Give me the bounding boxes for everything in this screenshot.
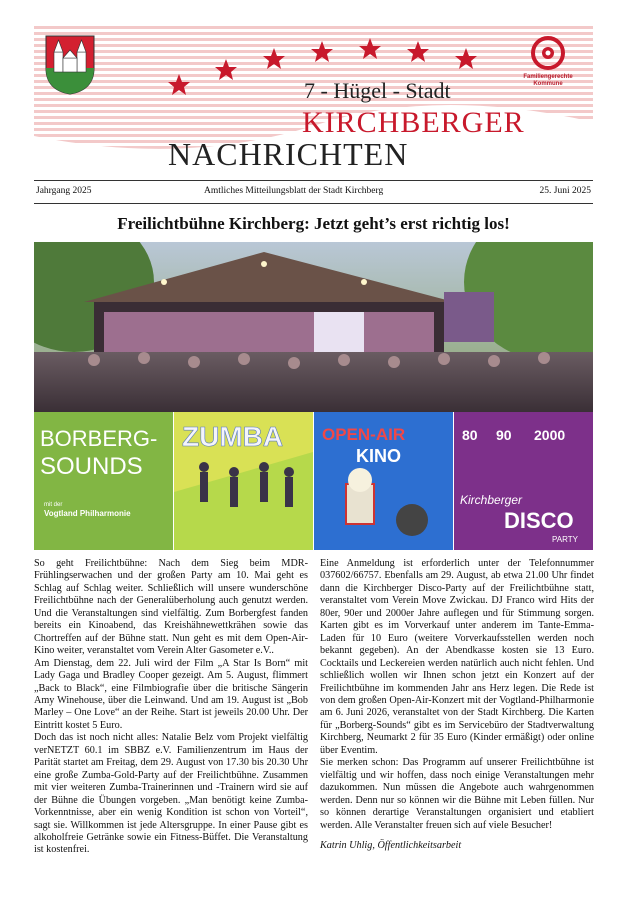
tile-kino-line1: OPEN-AIR (322, 425, 406, 444)
family-logo-icon (530, 36, 566, 70)
tile-kino-line2: KINO (356, 446, 401, 466)
article-column-2 (320, 558, 594, 852)
paragraph: Sie merken schon: Das Programm auf unserer Freilichtbühne ist vielfältig und wir hoffen, dass noch einige Veranstaltungen mehr dazukommen. Nun müssen die Angebote auch wahrgenommen werden. Denn nur so können wir die Bühne mit Leben füllen. Nur so können derartige Veranstaltungen organisiert und etabliert werden. Alle Veranstalter freuen sich auf viele Besucher! (320, 757, 594, 831)
tile-disco-party: PARTY (552, 535, 578, 544)
article-column-1 (34, 558, 308, 857)
tile-disco-kirchberger: Kirchberger (460, 493, 523, 507)
event-tiles (34, 412, 593, 550)
paragraph: So geht Freilichtbühne: Nach dem Sieg beim MDR-Frühlingserwachen und der großen Party am 10. Mai geht es Schlag auf Schlag weiter. Schließlich will unsere wunderschöne Freilichtbühne nach der Generalüberholung auch genutzt werden. Und die Veranstaltungen sind vielfältig. Zum Borbergfest fanden bereits ein Kinoabend, das Kreishähnewettkrähen sowie das Chortreffen auf der Bühne statt. Nun geht es mit dem Open-Air-Kino weiter, veranstaltet vom Verein Alter Gasometer e.V.. (34, 558, 308, 657)
star-icon (455, 48, 477, 69)
star-icon (359, 38, 381, 59)
tile-open-air-kino (314, 412, 453, 550)
tile-disco-word: DISCO (504, 508, 574, 533)
tile-borberg-sounds (34, 412, 173, 550)
title-nachrichten: NACHRICHTEN (168, 136, 409, 172)
tile-borberg-small1: mit der (44, 502, 63, 508)
star-icon (407, 41, 429, 62)
tile-disco-party (454, 412, 593, 550)
paragraph: Doch das ist noch nicht alles: Natalie Belz vom Projekt vielfältig verNETZT 60.1 im SBBZ e.V. Familienzentrum im Haus der Parität startet am Freitag, dem 29. August von 17.30 bis 20.30 Uhr eine große Zumba-Gold-Party auf der Freilichtbühne. Zusammen mit vier weiteren Zumba-Trainerinnen und -Trainern wird sie auf der Bühne die Übungen vorgeben. „Man benötigt keine Zumba-Vorkenntnisse, aber ein wenig Kondition ist schon von Vorteil“, sagt sie. Willkommen ist jede Altersgruppe. In einer Pause gibt es alkoholfreie Getränke sowie ein Fitness-Büffet. Die Veranstaltung ist kostenfrei. (34, 732, 308, 856)
title-kirchberger: KIRCHBERGER (302, 106, 525, 139)
tile-disco-80: 80 (462, 427, 478, 443)
stage-photo (34, 242, 593, 412)
tile-zumba (174, 412, 313, 550)
family-logo-line1: Familiengerechte (523, 74, 573, 80)
star-icon (263, 48, 285, 69)
tile-disco-90: 90 (496, 427, 512, 443)
paragraph: Eine Anmeldung ist erforderlich unter der Telefonnummer 037602/66757. Ebenfalls am 29. August, ab etwa 21.00 Uhr findet dann die Kirchberger Disco-Party auf der Freilichtbühne statt, veranstaltet vom Verein Move Zwickau. DJ Franco wird Hits der 80er, 90er und 2000er Jahre auflegen und für Stimmung sorgen. Karten gibt es im Vorverkauf unter anderem im Tante-Emma-Laden für 10 Euro (weitere Vorverkaufsstellen werden noch bekannt gegeben). An der Abendkasse kosten sie 13 Euro. Cocktails und Leckereien werden natürlich auch nicht fehlen. Und schließlich wollen wir Ihnen schon jetzt ein Konzert auf der Freilichtbühne im kommenden Jahr ans Herz legen. Die Rede ist von dem großen Open-Air-Konzert mit der Vogtland-Philharmonie am 6. Juni 2026, veranstaltet von der Stadt Kirchberg. Die Karten für „Borberg-Sounds“ gibt es im Servicebüro der Stadtverwaltung Kirchberg, Neumarkt 2 für 35 Euro (Kinder ermäßigt) oder online über Eventim. (320, 558, 594, 756)
masthead-header (34, 26, 593, 172)
issue-date: 25. Juni 2025 (539, 186, 591, 196)
city-subtitle: 7 - Hügel - Stadt (304, 78, 451, 103)
publication-description: Amtliches Mitteilungsblatt der Stadt Kirchberg (204, 186, 384, 196)
family-friendly-logo (513, 36, 583, 88)
byline: Katrin Uhlig, Öffentlichkeitsarbeit (320, 839, 462, 851)
volume-label: Jahrgang 2025 (36, 186, 92, 196)
tile-disco-2000: 2000 (534, 427, 566, 443)
star-icon (311, 41, 333, 62)
article-headline: Freilichtbühne Kirchberg: Jetzt geht’s erst richtig los! (117, 214, 510, 233)
tile-zumba-text: ZUMBA (182, 421, 284, 452)
masthead-bar (34, 180, 593, 204)
tile-borberg-line2: SOUNDS (40, 453, 143, 480)
star-icon (215, 59, 237, 80)
paragraph: Am Dienstag, dem 22. Juli wird der Film „A Star Is Born“ mit Lady Gaga und Bradley Cooper gezeigt. Am 5. August, flimmert „Back to Black“, eine Filmbiografie über die britische Sängerin Amy Winehouse, über die Leinwand. Und am 19. August ist „Bob Marley – One Love“ an der Reihe. Start ist jeweils 20.00 Uhr. Der Eintritt kostet 5 Euro. (34, 657, 308, 731)
tile-borberg-small2: Vogtland Philharmonie (44, 509, 131, 518)
tile-borberg-line1: BORBERG- (40, 426, 158, 451)
star-icon (168, 74, 190, 95)
family-logo-line2: Kommune (533, 81, 563, 87)
